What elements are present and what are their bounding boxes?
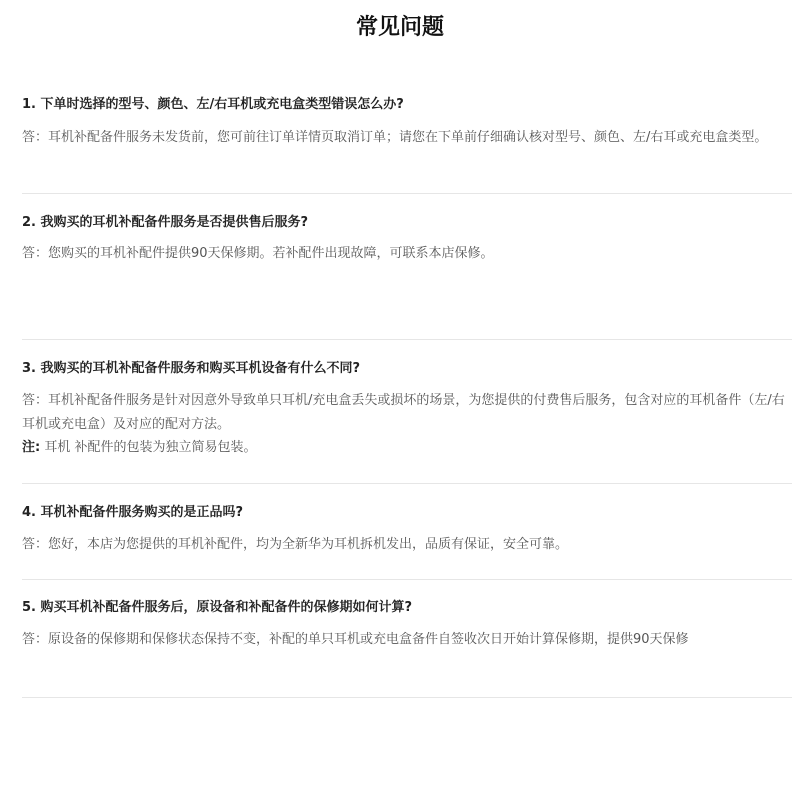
faq-answer: 答：您购买的耳机补配件提供90天保修期。若补配件出现故障，可联系本店保修。 — [22, 246, 494, 261]
faq-item-5 — [22, 599, 792, 652]
divider — [22, 339, 792, 340]
faq-question: 3. 我购买的耳机补配备件服务和购买耳机设备有什么不同? — [22, 361, 361, 376]
faq-item-1 — [22, 96, 792, 150]
page-title: 常见问题 — [355, 15, 444, 40]
faq-question: 5. 购买耳机补配备件服务后，原设备和补配备件的保修期如何计算? — [22, 600, 413, 615]
faq-answer: 答：耳机补配备件服务未发货前，您可前往订单详情页取消订单；请您在下单前仔细确认核对型号、颜色、左/右耳或充电盒类型。 — [22, 130, 768, 145]
faq-answer: 答：您好，本店为您提供的耳机补配件，均为全新华为耳机拆机发出，品质有保证，安全可靠。 — [22, 537, 569, 552]
divider — [22, 697, 792, 698]
divider — [22, 579, 792, 580]
faq-note — [22, 437, 792, 459]
note-text: 耳机 补配件的包装为独立简易包装。 — [44, 440, 257, 455]
faq-item-3 — [22, 360, 792, 459]
faq-question: 1. 下单时选择的型号、颜色、左/右耳机或充电盒类型错误怎么办? — [22, 97, 404, 112]
divider — [22, 483, 792, 484]
faq-item-2 — [22, 214, 792, 266]
divider — [22, 193, 792, 194]
faq-item-4 — [22, 504, 792, 557]
note-label: 注: — [22, 440, 41, 455]
faq-question: 4. 耳机补配备件服务购买的是正品吗? — [22, 505, 244, 520]
faq-answer: 答：耳机补配备件服务是针对因意外导致单只耳机/充电盒丢失或损坏的场景，为您提供的付费售后服务，包含对应的耳机备件（左/右耳机或充电盒）及对应的配对方法。 — [22, 393, 785, 432]
faq-answer: 答：原设备的保修期和保修状态保持不变，补配的单只耳机或充电盒备件自签收次日开始计算保修期，提供90天保修 — [22, 632, 689, 647]
faq-question: 2. 我购买的耳机补配备件服务是否提供售后服务? — [22, 215, 309, 230]
